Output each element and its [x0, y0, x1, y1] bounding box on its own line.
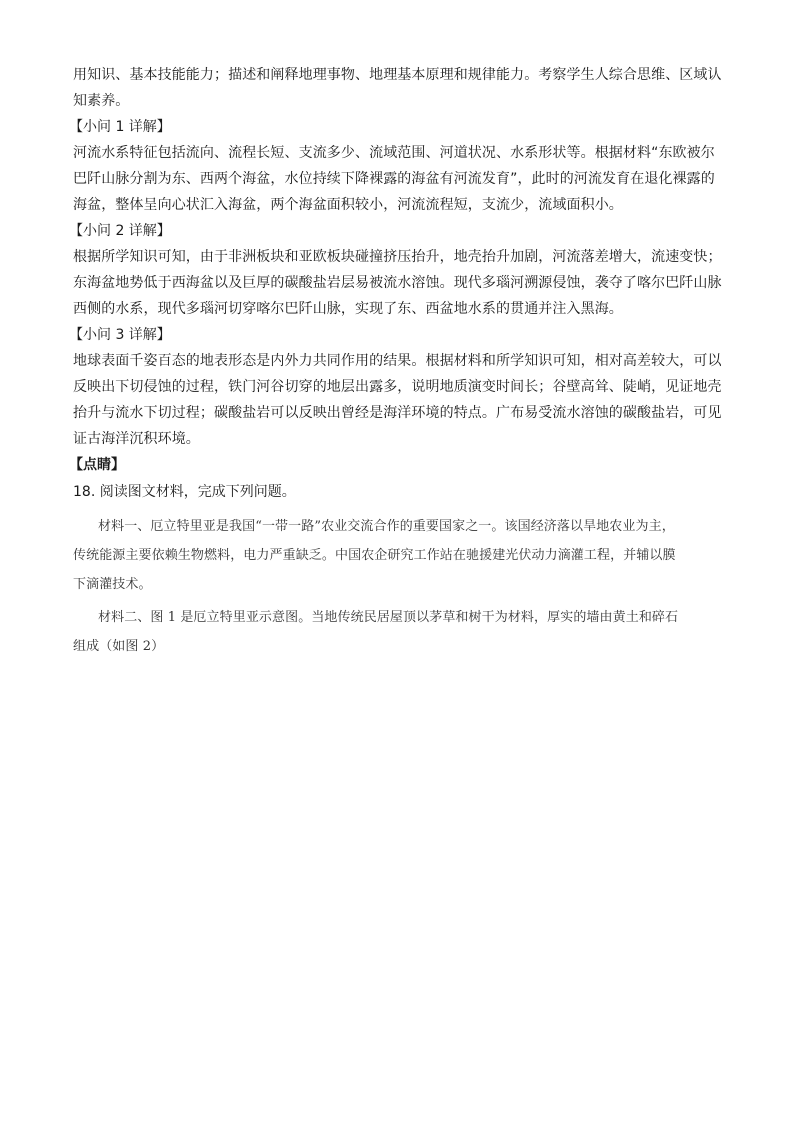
q3-line: 证古海洋沉积环境。: [73, 431, 200, 447]
page-content: [69, 62, 733, 665]
q1-section: [69, 114, 733, 218]
intro-line: 知素养。: [73, 93, 130, 109]
q1-line: 巴阡山脉分割为东、西两个海盆，水位持续下降裸露的海盆有河流发育”，此时的河流发育在退化裸露的: [73, 171, 715, 187]
q2-line: 东海盆地势低于西海盆以及巨厚的碳酸盐岩层易被流水溶蚀。现代多瑙河溯源侵蚀，袭夺了喀尔巴阡山脉: [73, 275, 722, 291]
material-one-line: 传统能源主要依赖生物燃料，电力严重缺乏。中国农企研究工作站在驰援建光伏动力滴灌工程，并辅以膜: [73, 548, 676, 563]
q3-heading: 【小问 3 详解】: [69, 327, 171, 343]
material-two: [73, 603, 733, 661]
q3-section: [69, 322, 733, 452]
q1-heading: 【小问 1 详解】: [69, 119, 171, 135]
q2-section: [69, 218, 733, 322]
q3-line: 地球表面千姿百态的地表形态是内外力共同作用的结果。根据材料和所学知识可知，相对高差较大，可以: [73, 353, 722, 369]
q3-line: 反映出下切侵蚀的过程，铁门河谷切穿的地层出露多，说明地质演变时间长；谷壁高耸、陡峭，见证地壳: [73, 379, 722, 395]
q2-line: 根据所学知识可知，由于非洲板块和亚欧板块碰撞挤压抬升，地壳抬升加剧，河流落差增大，流速变快；: [73, 249, 722, 265]
dianjing-heading: 【点睛】: [69, 457, 125, 473]
intro-line: 用知识、基本技能能力；描述和阐释地理事物、地理基本原理和规律能力。考察学生人综合思维、区域认: [73, 67, 722, 83]
question-18-title: 18. 阅读图文材料，完成下列问题。: [73, 484, 296, 500]
material-one-line: 下滴灌技术。: [73, 577, 152, 592]
q2-heading: 【小问 2 详解】: [69, 223, 171, 239]
intro-paragraph: [73, 62, 733, 114]
q3-line: 抬升与流水下切过程；碳酸盐岩可以反映出曾经是海洋环境的特点。广布易受流水溶蚀的碳酸盐岩，可见: [73, 405, 722, 421]
material-one-line: 材料一、厄立特里亚是我国“一带一路”农业交流合作的重要国家之一。该国经济落以旱地农业为主，: [98, 519, 675, 534]
material-two-line: 组成（如图 2）: [73, 639, 165, 654]
q1-line: 海盆，整体呈向心状汇入海盆，两个海盆面积较小，河流流程短，支流少，流域面积小。: [73, 197, 623, 213]
q2-line: 西侧的水系，现代多瑙河切穿喀尔巴阡山脉，实现了东、西盆地水系的贯通并注入黑海。: [73, 301, 623, 317]
q1-line: 河流水系特征包括流向、流程长短、支流多少、流域范围、河道状况、水系形状等。根据材料“东欧被尔: [73, 145, 715, 161]
material-two-line: 材料二、图 1 是厄立特里亚示意图。当地传统民居屋顶以茅草和树干为材料，厚实的墙由黄土和碎石: [98, 610, 679, 625]
question-18-materials: [73, 512, 733, 661]
material-one: [73, 512, 733, 599]
